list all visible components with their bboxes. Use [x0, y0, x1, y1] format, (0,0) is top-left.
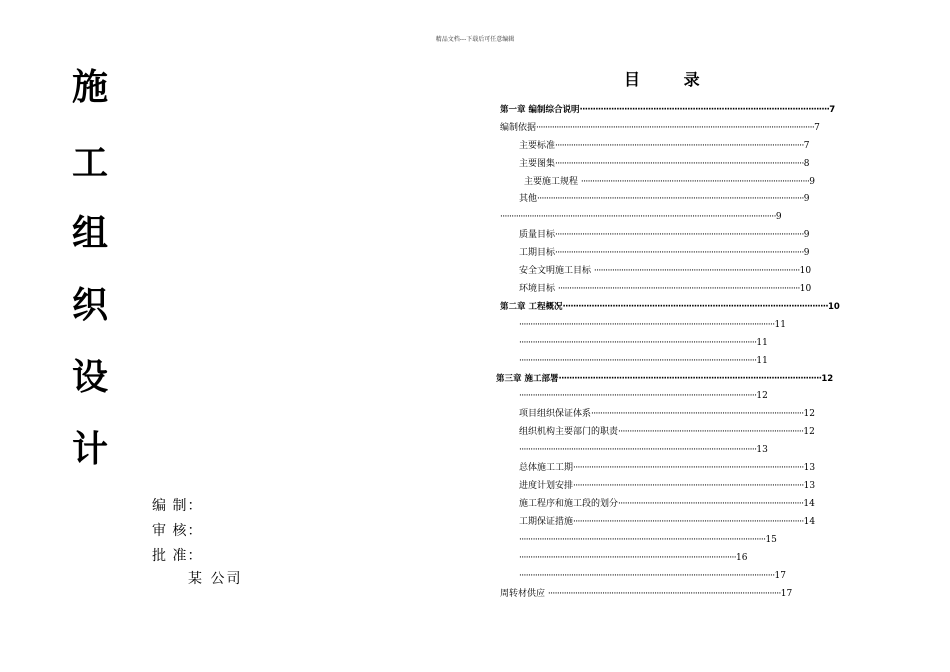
sig-approver: 批 准：	[152, 548, 203, 564]
toc-leader-dots: ································································································	[519, 553, 737, 563]
toc-chapter-entry[interactable]	[500, 104, 835, 116]
toc-chapter-entry[interactable]	[500, 301, 840, 313]
toc-entry-label: 第二章 工程概况	[500, 302, 563, 312]
toc-leader-dots: ·········································································································	[519, 391, 757, 401]
toc-leader-dots: ··············································································································	[555, 141, 804, 151]
toc-entry-page: 9	[803, 230, 810, 240]
toc-entry[interactable]	[519, 480, 816, 492]
toc-entry[interactable]	[519, 229, 811, 241]
toc-leader-dots: ··············································································································	[555, 230, 804, 240]
toc-entry[interactable]	[519, 516, 816, 528]
toc-entry[interactable]	[519, 498, 816, 510]
toc-entry[interactable]	[519, 193, 811, 205]
toc-entry-page: 10	[799, 266, 811, 276]
toc-entry[interactable]	[519, 355, 768, 367]
toc-entry-page: 7	[814, 123, 820, 133]
toc-entry-label: 项目组织保证体系	[519, 409, 592, 419]
toc-leader-dots: ··················································································	[618, 499, 804, 509]
toc-leader-dots: ····································································································	[558, 374, 822, 384]
toc-entry[interactable]	[500, 588, 792, 600]
toc-entry[interactable]	[519, 570, 787, 582]
toc-entry-label: 工期保证措施	[519, 517, 574, 527]
toc-leader-dots: ······································································································	[573, 481, 804, 491]
toc-entry-page: 10	[799, 284, 811, 294]
toc-entry-page: 9	[775, 212, 782, 222]
toc-entry-label: 质量目标	[519, 230, 556, 240]
toc-entry-page: 14	[803, 499, 815, 509]
toc-leader-dots: ··············································································································	[555, 159, 804, 169]
toc-entry[interactable]	[519, 390, 768, 402]
sig-compiler: 编 制：	[152, 498, 203, 514]
toc-entry[interactable]	[524, 176, 815, 188]
toc-entry-page: 15	[765, 535, 777, 545]
toc-entry-page: 7	[829, 105, 835, 115]
toc-entry-page: 13	[756, 445, 768, 455]
toc-leader-dots: ·················································································································	[519, 571, 775, 581]
toc-entry[interactable]	[519, 408, 816, 420]
toc-entry-label: 周转材供应	[500, 589, 548, 599]
toc-entry[interactable]	[519, 444, 768, 456]
toc-entry-label: 主要施工规程	[524, 177, 581, 187]
toc-leader-dots: ·······································································································	[547, 589, 781, 599]
toc-entry-page: 12	[756, 391, 768, 401]
toc-leader-dots: ·······························································································	[579, 105, 830, 115]
toc-entry-page: 10	[828, 302, 840, 312]
toc-entry-page: 12	[821, 374, 834, 384]
toc-entry[interactable]	[519, 462, 816, 474]
toc-leader-dots: ·········································································································	[519, 445, 757, 455]
toc-entry[interactable]	[519, 337, 768, 349]
toc-leader-dots: ······································································································	[573, 463, 804, 473]
toc-chapter-entry[interactable]	[496, 373, 835, 385]
toc-entry-label: 组织机构主要部门的职责	[519, 427, 619, 437]
toc-entry[interactable]	[519, 319, 787, 331]
toc-entry-page: 7	[803, 141, 810, 151]
title-char: 施	[72, 67, 109, 108]
toc-entry-page: 17	[780, 589, 792, 599]
toc-leader-dots: ·········································································································	[519, 356, 757, 366]
toc-leader-dots: ······························································································	[591, 409, 804, 419]
toc-entry-page: 8	[803, 159, 810, 169]
toc-entry[interactable]	[519, 426, 816, 438]
toc-entry-page: 13	[803, 481, 816, 491]
toc-entry-page: 9	[803, 248, 810, 258]
toc-leader-dots: ·············································································································	[519, 535, 766, 545]
toc-leader-dots: ···········································································································	[557, 284, 800, 294]
toc-entry-page: 16	[736, 553, 748, 563]
toc-entry-page: 12	[803, 427, 815, 437]
toc-leader-dots: ··············································································································	[555, 248, 804, 258]
toc-entry[interactable]	[519, 552, 748, 564]
title-char: 工	[72, 143, 109, 184]
title-char: 织	[72, 285, 109, 326]
toc-leader-dots: ·················································································································	[519, 320, 775, 330]
toc-entry[interactable]	[519, 140, 811, 152]
toc-leader-dots: ·········································································································	[519, 338, 757, 348]
toc-entry-label: 主要标准	[519, 141, 556, 151]
toc-entry-page: 9	[809, 177, 815, 187]
toc-entry-label: 总体施工工期	[519, 463, 574, 473]
sig-reviewer: 审 核：	[152, 523, 203, 539]
toc-entry[interactable]	[519, 265, 811, 277]
toc-entry-label: 工期目标	[519, 248, 556, 258]
toc-entry-label: 第一章 编制综合说明	[500, 105, 580, 115]
toc-leader-dots: ···························································································································	[536, 123, 815, 133]
company-name: 某 公司	[188, 571, 243, 587]
toc-entry-page: 11	[756, 338, 768, 348]
toc-leader-dots: ··························································································································	[500, 212, 776, 222]
toc-entry-page: 11	[756, 356, 768, 366]
title-char: 计	[72, 429, 109, 470]
toc-entry-label: 进度计划安排	[519, 481, 574, 491]
toc-entry-page: 14	[803, 517, 816, 527]
toc-entry-page: 11	[774, 320, 786, 330]
toc-entry[interactable]	[519, 247, 811, 259]
toc-entry-label: 其他	[519, 194, 538, 204]
toc-entry-label: 安全文明施工目标	[519, 266, 594, 276]
toc-leader-dots: ··················································································	[618, 427, 804, 437]
toc-leader-dots: ·····································································································	[562, 302, 828, 312]
toc-entry-page: 13	[803, 463, 816, 473]
toc-entry-page: 9	[803, 194, 810, 204]
title-char: 设	[72, 357, 109, 398]
title-char: 组	[72, 213, 109, 254]
toc-entry-page: 12	[803, 409, 815, 419]
toc-entry-page: 17	[774, 571, 786, 581]
toc-entry-label: 环境目标	[519, 284, 558, 294]
toc-entry[interactable]	[500, 211, 782, 223]
toc-entry-label: 第三章 施工部署	[496, 374, 559, 384]
toc-entry[interactable]	[519, 283, 811, 295]
toc-entry[interactable]	[519, 158, 811, 170]
toc-leader-dots: ······················································································································	[537, 194, 804, 204]
toc-entry-label: 主要图集	[519, 159, 556, 169]
toc-entry-label: 施工程序和施工段的划分	[519, 499, 619, 509]
toc-leader-dots: ·····································································································	[580, 177, 810, 187]
toc-leader-dots: ···························································································	[593, 266, 800, 276]
toc-entry[interactable]	[519, 534, 778, 546]
toc-title: 目 录	[624, 70, 700, 89]
page-header: 精品文档---下载后可任意编辑	[435, 36, 515, 43]
toc-entry-label: 编制依据	[500, 123, 537, 133]
toc-entry[interactable]	[500, 122, 820, 134]
toc-leader-dots: ······································································································	[573, 517, 804, 527]
